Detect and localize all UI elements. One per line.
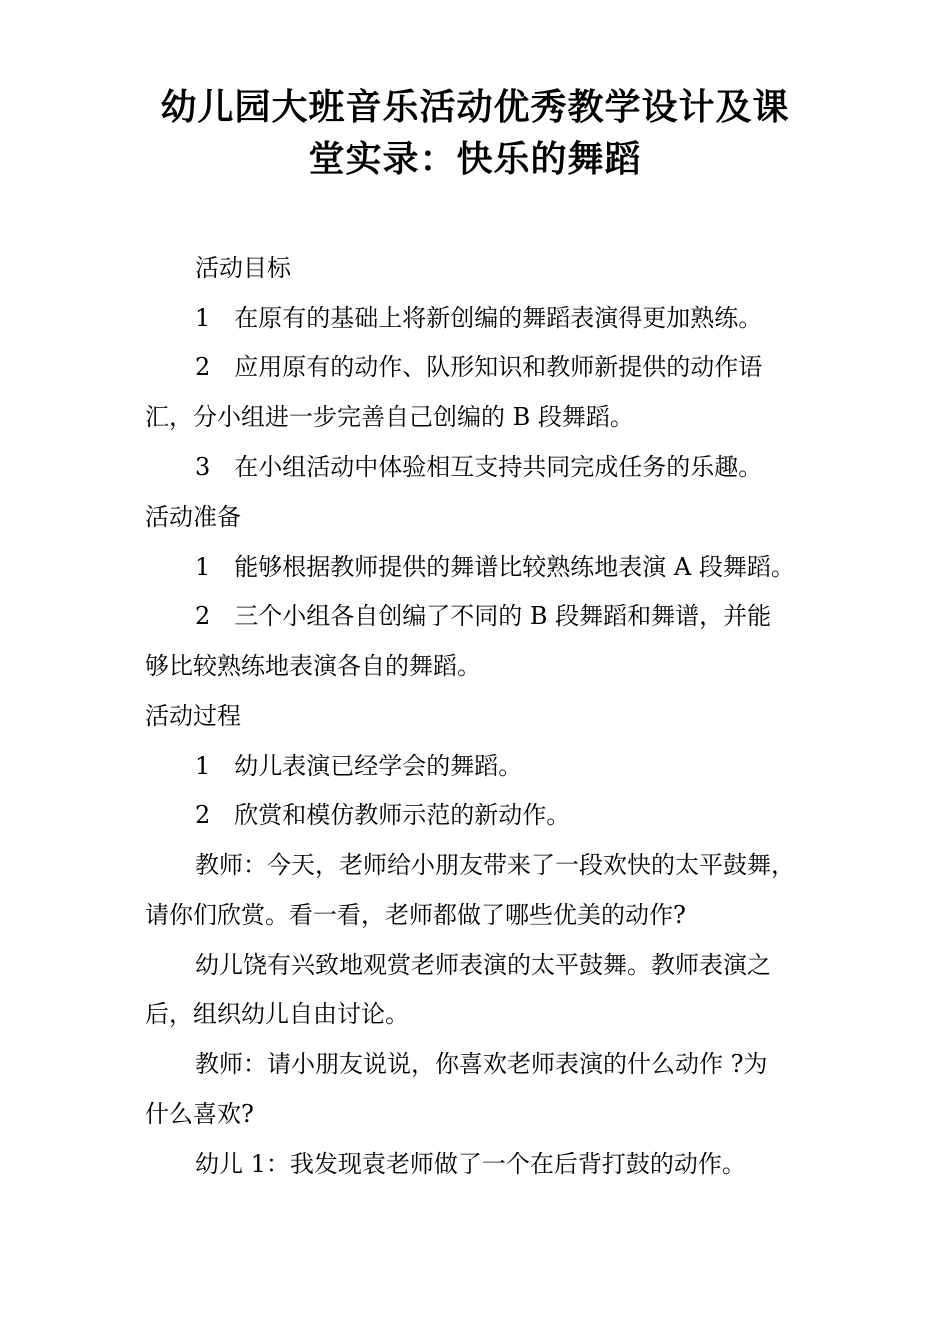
teacher-remark-1-cont: 请你们欣赏。看一看，老师都做了哪些优美的动作? (145, 901, 686, 929)
section-heading-preparation: 活动准备 (145, 503, 241, 531)
process-item-2: 2 欣赏和模仿教师示范的新动作。 (195, 801, 571, 829)
document-title-line-1: 幼儿园大班音乐活动优秀教学设计及课 (160, 87, 790, 128)
narration-1-cont: 后，组织幼儿自由讨论。 (145, 1000, 409, 1028)
teacher-remark-2-cont: 什么喜欢? (145, 1100, 254, 1128)
section-heading-process: 活动过程 (145, 702, 241, 730)
document-title-line-2: 堂实录：快乐的舞蹈 (308, 139, 642, 180)
teacher-remark-2: 教师：请小朋友说说，你喜欢老师表演的什么动作 ?为 (195, 1050, 768, 1078)
teacher-remark-1: 教师：今天，老师给小朋友带来了一段欢快的太平鼓舞， (195, 851, 795, 879)
goal-item-2: 2 应用原有的动作、队形知识和教师新提供的动作语 (195, 353, 763, 381)
goal-item-1: 1 在原有的基础上将新创编的舞蹈表演得更加熟练。 (195, 304, 763, 332)
prep-item-1: 1 能够根据教师提供的舞谱比较熟练地表演 A 段舞蹈。 (195, 553, 795, 581)
goal-item-2-cont: 汇，分小组进一步完善自己创编的 B 段舞蹈。 (145, 403, 634, 431)
section-heading-goals: 活动目标 (195, 254, 291, 282)
prep-item-2-cont: 够比较熟练地表演各自的舞蹈。 (145, 652, 481, 680)
narration-1: 幼儿饶有兴致地观赏老师表演的太平鼓舞。教师表演之 (195, 951, 771, 979)
prep-item-2: 2 三个小组各自创编了不同的 B 段舞蹈和舞谱，并能 (195, 602, 772, 630)
child-remark-1: 幼儿 1：我发现袁老师做了一个在后背打鼓的动作。 (195, 1150, 746, 1178)
goal-item-3: 3 在小组活动中体验相互支持共同完成任务的乐趣。 (195, 453, 763, 481)
process-item-1: 1 幼儿表演已经学会的舞蹈。 (195, 752, 523, 780)
